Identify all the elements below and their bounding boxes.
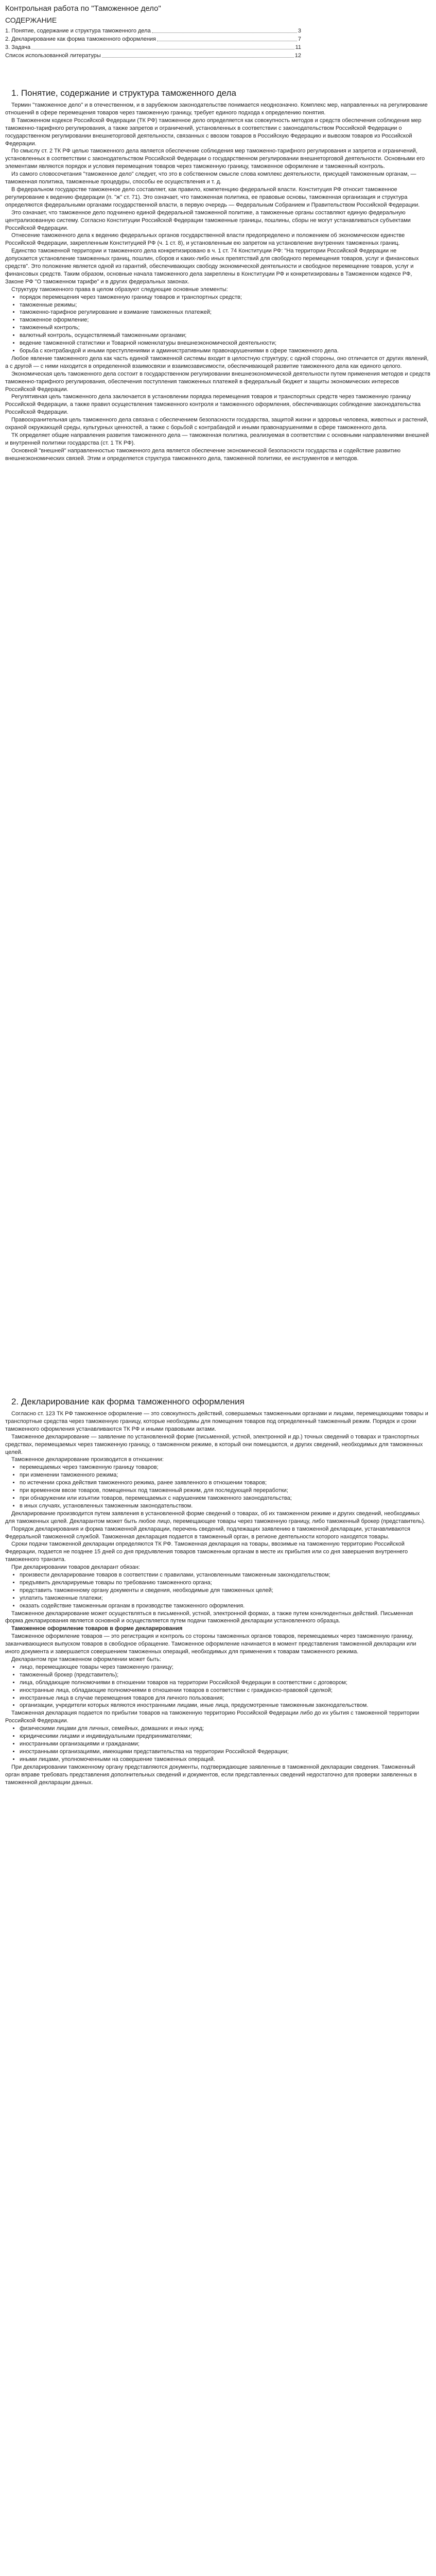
toc-item[interactable] bbox=[5, 35, 301, 43]
toc-item-title: 3. Задача bbox=[5, 44, 31, 50]
list-item: • иными лицами, уполномоченными на совершение таможенных операций. bbox=[20, 1756, 430, 1764]
list-item: • иностранные лица, обладающие полномочиями в отношении товаров в соответствии с гражданско-правовой сделкой; bbox=[20, 1687, 430, 1694]
list-item: • оказать содействие таможенным органам в производстве таможенного оформления. bbox=[20, 1602, 430, 1610]
paragraph: Сроки подачи таможенной декларации определяются ТК РФ. Таможенная декларация на товары, ввозимые на таможенную территорию Российской Федерации, подается не позднее 15 дней со дня предъявления товаров таможенным органам в месте их прибытия или со дня завершения внутреннего таможенного транзита. bbox=[5, 1541, 408, 1563]
list-item: • таможенно-тарифное регулирование и взимание таможенных платежей; bbox=[20, 309, 430, 316]
section-heading: 1. Понятие, содержание и структура таможенного дела bbox=[11, 88, 236, 98]
bullet-list bbox=[5, 294, 430, 355]
list-item: • иностранными организациями, имеющими представительства на территории Российской Федерации; bbox=[20, 1748, 430, 1756]
list-item: • произвести декларирование товаров в соответствии с правилами, установленными таможенным законодательством; bbox=[20, 1571, 430, 1579]
bullet-list bbox=[5, 1571, 430, 1610]
list-item: • валютный контроль, осуществляемый таможенными органами; bbox=[20, 332, 430, 340]
paragraph: Любое явление таможенного дела как часть единой таможенной системы входит в целостную структуру; с одной стороны, оно отличается от других явлений, а с другой — с ними находится в определенной взаимосвязи и взаимозависимости, обеспечивающей развитие таможенного дела как единого целого. bbox=[5, 355, 429, 369]
toc-item-page: 3 bbox=[298, 28, 301, 34]
list-item: • при временном ввозе товаров, помещенных под таможенный режим, для последующей переработки; bbox=[20, 1487, 430, 1495]
paragraph: При декларировании товаров декларант обязан: bbox=[11, 1564, 140, 1571]
list-item: • в иных случаях, установленных таможенным законодательством. bbox=[20, 1502, 430, 1510]
toc-leader bbox=[102, 57, 294, 58]
paragraph: Регулятивная цель таможенного дела заключается в установлении порядка перемещения товаров и транспортных средств через таможенную границу Российской Федерации, а также правил осуществления таможенного контроля и таможенного оформления, обеспечивающих соблюдение законодательства Российской Федерации. bbox=[5, 394, 421, 416]
list-item: • лицо, перемещающее товары через таможенную границу; bbox=[20, 1664, 430, 1671]
list-item: • физическими лицами для личных, семейных, домашних и иных нужд; bbox=[20, 1725, 430, 1733]
paragraph: Экономическая цель таможенного дела состоит в государственном регулировании внешнеэкономической деятельности путем применения методов и средств таможенно-тарифного регулирования, обеспечения поступления таможенных платежей в федеральный бюджет и защиты экономических интересов Российской Федерации. bbox=[5, 370, 430, 393]
section-heading: 2. Декларирование как форма таможенного оформления bbox=[11, 1397, 245, 1406]
list-item: • таможенные режимы; bbox=[20, 301, 430, 309]
section-concept bbox=[5, 88, 430, 463]
paragraph bbox=[5, 1625, 430, 1633]
bullet-list bbox=[5, 1664, 430, 1709]
list-item: • лица, обладающие полномочиями в отношении товаров на территории Российской Федерации в соответствии с договором; bbox=[20, 1679, 430, 1687]
paragraph: При декларировании таможенному органу представляются документы, подтверждающие заявленные в таможенной декларации сведения. Таможенный орган вправе требовать представления дополнительных сведений и документов, если представленных сведений недостаточно для проверки заявленных в таможенной декларации данных. bbox=[5, 1764, 417, 1786]
paragraph: Из самого словосочетания "таможенное дело" следует, что это в собственном смысле слова комплекс деятельности, присущей таможенным органам, — таможенная политика, таможенные процедуры, способы ее осуществления и т. д. bbox=[5, 171, 416, 185]
paragraph: Таможенная декларация подается по прибытии товаров на таможенную территорию Российской Федерации либо до их убытия с таможенной территории Российской Федерации. bbox=[5, 1710, 420, 1724]
paragraph: Таможенное декларирование производится в отношении: bbox=[11, 1456, 164, 1463]
bullet-list bbox=[5, 1725, 430, 1764]
paragraph: Правоохранительная цель таможенного дела связана с обеспечением безопасности государства, защитой жизни и здоровья человека, животных и растений, охраной окружающей среды, культурных ценностей, а также с борьбой с контрабандой и иными правонарушениями в сфере таможенного дела. bbox=[5, 417, 429, 431]
paragraph: Декларирование производится путем заявления в установленной форме сведений о товарах, об их таможенном режиме и других сведений, необходимых для таможенных целей. Декларантом может быть любое лицо, перемещающее товары через таможенную границу, либо таможенный брокер (представитель). bbox=[5, 1510, 426, 1524]
list-item: • порядок перемещения через таможенную границу товаров и транспортных средств; bbox=[20, 294, 430, 301]
toc-leader bbox=[152, 32, 297, 33]
list-item: • борьба с контрабандой и иными преступлениями и административными правонарушениями в сфере таможенного дела. bbox=[20, 347, 430, 355]
toc-item-page: 12 bbox=[294, 53, 301, 59]
list-item: • юридическими лицами и индивидуальными предпринимателями; bbox=[20, 1733, 430, 1740]
list-item: • перемещаемых через таможенную границу товаров; bbox=[20, 1464, 430, 1471]
list-item: • при изменении таможенного режима; bbox=[20, 1471, 430, 1479]
section-declaration bbox=[5, 1396, 430, 1786]
list-item: • таможенное оформление; bbox=[20, 316, 430, 324]
toc-item[interactable] bbox=[5, 52, 301, 60]
paragraph: В федеральном государстве таможенное дело составляет, как правило, компетенцию федеральной власти. Конституция РФ относит таможенное регулирование к ведению федерации (п. "ж" ст. 71). Это означает, что таможенная политика, ее правовые основы, таможенная организация и структура определяются федеральными органами государственной власти, в первую очередь — Федеральным Собранием и Правительством Российской Федерации. bbox=[5, 186, 420, 208]
paragraph: Термин "таможенное дело" и в отечественном, и в зарубежном законодательстве понимается неоднозначно. Комплекс мер, направленных на регулирование отношений в сфере перемещения товаров через таможенную границу, требует единого подхода к определению понятия. bbox=[5, 102, 428, 116]
paragraph: Согласно ст. 123 ТК РФ таможенное оформление — это совокупность действий, совершаемых таможенными органами и лицами, перемещающими товары и транспортные средства через таможенную границу, которые необходимы для помещения товаров под определенный таможенный режим. Порядок и сроки таможенного оформления устанавливаются ТК РФ и иными правовыми актами. bbox=[5, 1411, 428, 1432]
paragraph: Структуру таможенного права в целом образуют следующие основные элементы: bbox=[11, 286, 228, 293]
list-item: • по истечении срока действия таможенного режима, ранее заявленного в отношении товаров; bbox=[20, 1479, 430, 1487]
list-item: • иностранные лица в случае перемещения товаров для личного пользования; bbox=[20, 1694, 430, 1702]
bold-subheading: Таможенное оформление товаров в форме декларирования bbox=[11, 1625, 183, 1632]
paragraph: ТК определяет общие направления развития таможенного дела — таможенная политика, реализуемая в соответствии с основными направлениями внешней и внутренней политики государства (ст. 1 ТК РФ). bbox=[5, 432, 429, 446]
list-item: • таможенный контроль; bbox=[20, 324, 430, 332]
bullet-list bbox=[5, 1464, 430, 1510]
table-of-contents bbox=[5, 27, 301, 60]
paragraph: Отнесение таможенного дела к ведению федеральных органов государственной власти предопределено и положением об экономическом единстве Российской Федерации, закрепленным Конституцией РФ (ч. 1 ст. 8), и установленным ею запретом на установление внутренних таможенных границ. bbox=[5, 232, 405, 247]
paragraph: Таможенное декларирование может осуществляться в письменной, устной, электронной формах, а также путем конклюдентных действий. Письменная форма декларирования является основной и осуществляется путем подачи таможенной декларации установленного образца. bbox=[5, 1610, 413, 1624]
toc-item-title: Список использованной литературы bbox=[5, 53, 101, 59]
toc-item-page: 11 bbox=[295, 44, 301, 50]
paragraph: В Таможенном кодексе Российской Федерации (ТК РФ) таможенное дело определяется как совокупность методов и средств обеспечения соблюдения мер таможенно-тарифного регулирования, а также запретов и ограничений, установленных в соответствии с законодательством Российской Федерации о государственном регулировании внешнеторговой деятельности, связанных с ввозом товаров в Российскую Федерацию и вывозом товаров из Российской Федерации. bbox=[5, 117, 422, 147]
list-item: • представить таможенному органу документы и сведения, необходимые для таможенных целей; bbox=[20, 1587, 430, 1595]
paragraph: Порядок декларирования и форма таможенной декларации, перечень сведений, подлежащих заявлению в таможенной декларации, устанавливаются Федеральной таможенной службой. Таможенная декларация подается в таможенный орган, в регионе деятельности которого находятся товары. bbox=[5, 1526, 410, 1540]
list-item: • иностранными организациями и гражданами; bbox=[20, 1740, 430, 1748]
toc-item[interactable] bbox=[5, 27, 301, 35]
document-title: Контрольная работа по "Таможенное дело" bbox=[5, 4, 161, 13]
paragraph: Единство таможенной территории и таможенного дела конкретизировано в ч. 1 ст. 74 Конституции РФ: "На территории Российской Федерации не допускается установление таможенных границ, пошлин, сборов и каких-либо иных препятствий для свободного перемещения товаров, услуг и финансовых средств". Это положение является одной из гарантий, обеспечивающих свободу экономической деятельности и свободное перемещение товаров, услуг и финансовых средств. Таким образом, основные начала таможенного дела закреплены в Конституции РФ и конкретизированы в Таможенном кодексе РФ, Законе РФ "О таможенном тарифе" и в других федеральных законах. bbox=[5, 248, 419, 285]
contents-heading: СОДЕРЖАНИЕ bbox=[5, 16, 57, 24]
paragraph: Таможенное оформление товаров — это регистрация и контроль со стороны таможенных органов товаров, перемещаемых через таможенную границу, заканчивающиеся выпуском товаров в свободное обращение. Таможенное оформление начинается в момент представления таможенной декларации или иного документа и завершается совершением таможенных операций, необходимых для применения к товарам таможенного режима. bbox=[5, 1633, 416, 1655]
paragraph: Декларантом при таможенном оформлении может быть: bbox=[11, 1656, 161, 1663]
toc-item-page: 7 bbox=[298, 36, 301, 42]
paragraph: Основной "внешней" направленностью таможенного дела является обеспечение экономической безопасности государства и содействие развитию внешнеэкономических связей. Этим и определяется структура таможенного дела, таможенной политики, ее инструментов и методов. bbox=[5, 447, 400, 462]
list-item: • ведение таможенной статистики и Товарной номенклатуры внешнеэкономической деятельности; bbox=[20, 340, 430, 347]
list-item: • организации, учредители которых являются иностранными лицами, иные лица, предусмотренные таможенным законодательством. bbox=[20, 1702, 430, 1709]
paragraph: Это означает, что таможенное дело подчинено единой федеральной таможенной политике, а таможенные органы составляют единую федеральную централизованную систему. Согласно Конституции Российской Федерации таможенные границы, пошлины, сборы не могут устанавливаться субъектами Российской Федерации. bbox=[5, 209, 411, 231]
paragraph: По смыслу ст. 2 ТК РФ целью таможенного дела является обеспечение соблюдения мер таможенно-тарифного регулирования и запретов и ограничений, установленных в соответствии с законодательством Российской Федерации о государственном регулировании внешнеторговой деятельности. Основными его элементами являются порядок и условия перемещения товаров через таможенную границу, таможенное оформление и таможенный контроль. bbox=[5, 148, 425, 170]
toc-item[interactable] bbox=[5, 43, 301, 52]
toc-item-title: 2. Декларирование как форма таможенного оформления bbox=[5, 36, 156, 42]
list-item: • таможенный брокер (представитель); bbox=[20, 1671, 430, 1679]
list-item: • при обнаружении или изъятии товаров, перемещаемых с нарушением таможенного законодательства; bbox=[20, 1495, 430, 1502]
paragraph: Таможенное декларирование — заявление по установленной форме (письменной, устной, электронной и др.) точных сведений о товарах и транспортных средствах, перемещаемых через таможенную границу, о таможенном режиме, в который они помещаются, и других сведений, необходимых для таможенных целей. bbox=[5, 1433, 423, 1455]
list-item: • предъявить декларируемые товары по требованию таможенного органа; bbox=[20, 1579, 430, 1587]
toc-item-title: 1. Понятие, содержание и структура таможенного дела bbox=[5, 28, 151, 34]
list-item: • уплатить таможенные платежи; bbox=[20, 1595, 430, 1602]
